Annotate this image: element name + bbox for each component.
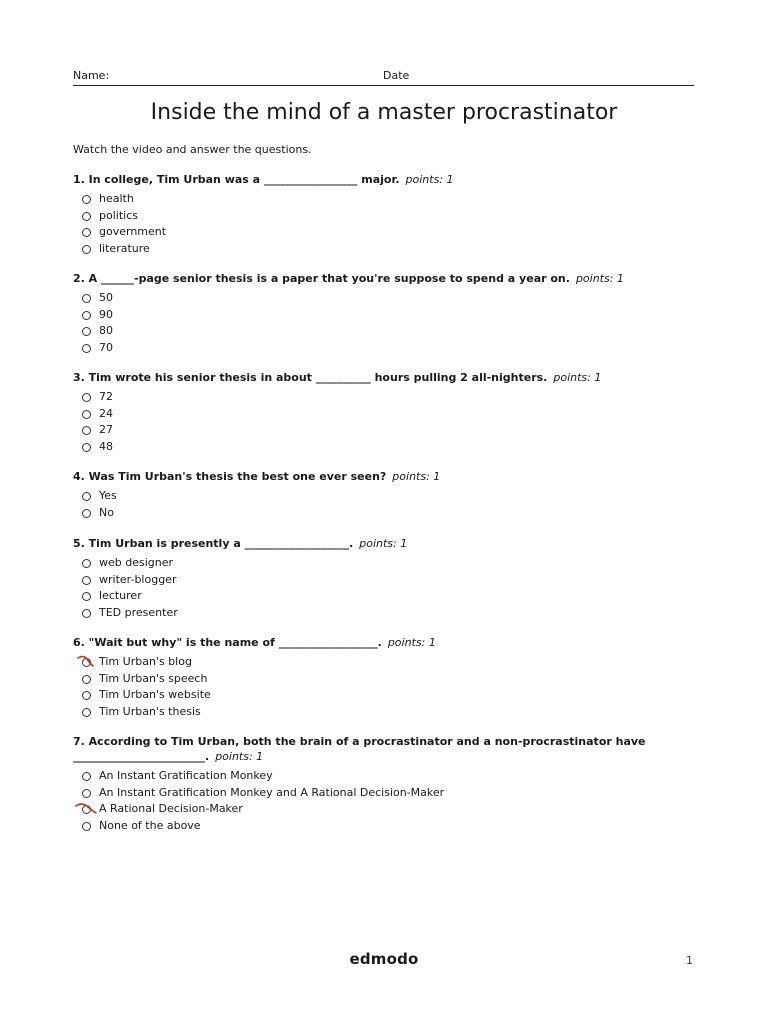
answer-option[interactable] — [73, 422, 673, 439]
question-1 — [73, 172, 673, 257]
question-5 — [73, 536, 673, 621]
question-prompt: 7. According to Tim Urban, both the brain of a procrastinator and a non-procrastinator have ________________________. — [73, 735, 646, 763]
option-label: A Rational Decision-Maker — [99, 802, 243, 815]
option-label: Tim Urban's thesis — [99, 704, 201, 718]
answer-option[interactable] — [73, 555, 673, 572]
option-label: TED presenter — [99, 605, 178, 619]
option-label: Tim Urban's speech — [99, 671, 208, 685]
option-label: 90 — [99, 307, 113, 321]
points-label: points: 1 — [392, 470, 441, 483]
question-4 — [73, 469, 673, 521]
name-label: Name: — [73, 69, 110, 82]
radio-button[interactable] — [82, 822, 91, 831]
option-label: An Instant Gratification Monkey and A Rational Decision-Maker — [99, 785, 445, 799]
option-label: 27 — [99, 423, 113, 436]
option-label: writer-blogger — [99, 572, 177, 586]
question-prompt: 1. In college, Tim Urban was a _________________ major. — [73, 173, 400, 186]
points-label: points: 1 — [575, 272, 624, 285]
answer-option[interactable] — [73, 671, 673, 688]
answer-option[interactable] — [73, 224, 673, 241]
answer-option[interactable] — [73, 488, 673, 505]
radio-button[interactable] — [82, 789, 91, 798]
radio-button[interactable] — [82, 311, 91, 320]
radio-button[interactable] — [82, 708, 91, 717]
points-label: points: 1 — [553, 371, 602, 384]
radio-button[interactable] — [82, 576, 91, 585]
radio-button[interactable] — [82, 675, 91, 684]
answer-option[interactable] — [73, 768, 673, 785]
radio-button[interactable] — [82, 592, 91, 601]
option-label: government — [99, 225, 167, 238]
answer-option[interactable] — [73, 505, 673, 522]
question-prompt: 5. Tim Urban is presently a ___________________. — [73, 537, 354, 550]
answer-option[interactable] — [73, 572, 673, 589]
question-7 — [73, 734, 673, 834]
radio-button[interactable] — [82, 443, 91, 452]
radio-button[interactable] — [82, 559, 91, 568]
answer-option-selected[interactable] — [73, 654, 673, 671]
answer-option[interactable] — [73, 818, 673, 835]
points-label: points: 1 — [405, 173, 454, 186]
radio-button[interactable] — [82, 691, 91, 700]
radio-button[interactable] — [82, 509, 91, 518]
radio-button[interactable] — [82, 492, 91, 501]
points-label: points: 1 — [359, 537, 408, 550]
question-prompt: 2. A ______-page senior thesis is a paper that you're suppose to spend a year on. — [73, 272, 570, 285]
radio-button[interactable] — [82, 609, 91, 618]
question-text — [73, 370, 673, 385]
option-label: 70 — [99, 340, 113, 354]
points-label: points: 1 — [387, 636, 436, 649]
answer-option[interactable] — [73, 307, 673, 324]
answer-option[interactable] — [73, 191, 673, 208]
red-check-mark-icon — [75, 800, 105, 816]
option-label: Tim Urban's website — [99, 688, 211, 701]
question-text — [73, 536, 673, 551]
option-label: 72 — [99, 390, 113, 403]
answer-option[interactable] — [73, 241, 673, 258]
instructions: Watch the video and answer the questions. — [73, 143, 312, 156]
question-6 — [73, 635, 673, 720]
option-label: Yes — [99, 489, 117, 502]
answer-option[interactable] — [73, 687, 673, 704]
answer-option[interactable] — [73, 704, 673, 721]
question-text — [73, 271, 673, 286]
option-label: web designer — [99, 556, 174, 569]
option-label: 50 — [99, 291, 113, 304]
question-prompt: 6. "Wait but why" is the name of __________________. — [73, 636, 382, 649]
radio-button[interactable] — [82, 294, 91, 303]
radio-button[interactable] — [82, 228, 91, 237]
option-label: 48 — [99, 439, 113, 453]
radio-button[interactable] — [82, 245, 91, 254]
radio-button[interactable] — [82, 772, 91, 781]
answer-option[interactable] — [73, 439, 673, 456]
option-label: lecturer — [99, 589, 142, 602]
option-label: An Instant Gratification Monkey — [99, 769, 273, 782]
option-label: 24 — [99, 406, 113, 420]
radio-button[interactable] — [82, 426, 91, 435]
question-text — [73, 172, 673, 187]
answer-option[interactable] — [73, 389, 673, 406]
answer-option[interactable] — [73, 785, 673, 802]
radio-button[interactable] — [82, 344, 91, 353]
radio-button[interactable] — [82, 410, 91, 419]
answer-option[interactable] — [73, 340, 673, 357]
name-date-line — [73, 69, 694, 86]
question-3 — [73, 370, 673, 455]
option-label: Tim Urban's blog — [99, 655, 192, 668]
edmodo-logo: edmodo — [349, 950, 419, 968]
option-label: health — [99, 192, 134, 205]
radio-button[interactable] — [82, 393, 91, 402]
red-check-mark-icon — [75, 653, 105, 669]
question-prompt: 3. Tim wrote his senior thesis in about __________ hours pulling 2 all-nighters. — [73, 371, 548, 384]
option-label: politics — [99, 208, 138, 222]
page-title: Inside the mind of a master procrastinator — [150, 100, 618, 125]
option-label: No — [99, 505, 114, 519]
answer-option[interactable] — [73, 208, 673, 225]
answer-option[interactable] — [73, 406, 673, 423]
question-text — [73, 734, 673, 764]
option-label: literature — [99, 241, 150, 255]
question-2 — [73, 271, 673, 356]
option-label: None of the above — [99, 818, 201, 832]
answer-option[interactable] — [73, 290, 673, 307]
answer-option-selected[interactable] — [73, 801, 673, 818]
radio-button[interactable] — [82, 212, 91, 221]
date-label: Date — [383, 69, 410, 82]
radio-button[interactable] — [82, 195, 91, 204]
answer-option[interactable] — [73, 588, 673, 605]
points-label: points: 1 — [215, 750, 264, 763]
page-number: 1 — [686, 954, 693, 967]
question-prompt: 4. Was Tim Urban's thesis the best one ever seen? — [73, 470, 387, 483]
answer-option[interactable] — [73, 605, 673, 622]
radio-button[interactable] — [82, 327, 91, 336]
question-text — [73, 469, 673, 484]
answer-option[interactable] — [73, 323, 673, 340]
question-text — [73, 635, 673, 650]
option-label: 80 — [99, 324, 113, 337]
